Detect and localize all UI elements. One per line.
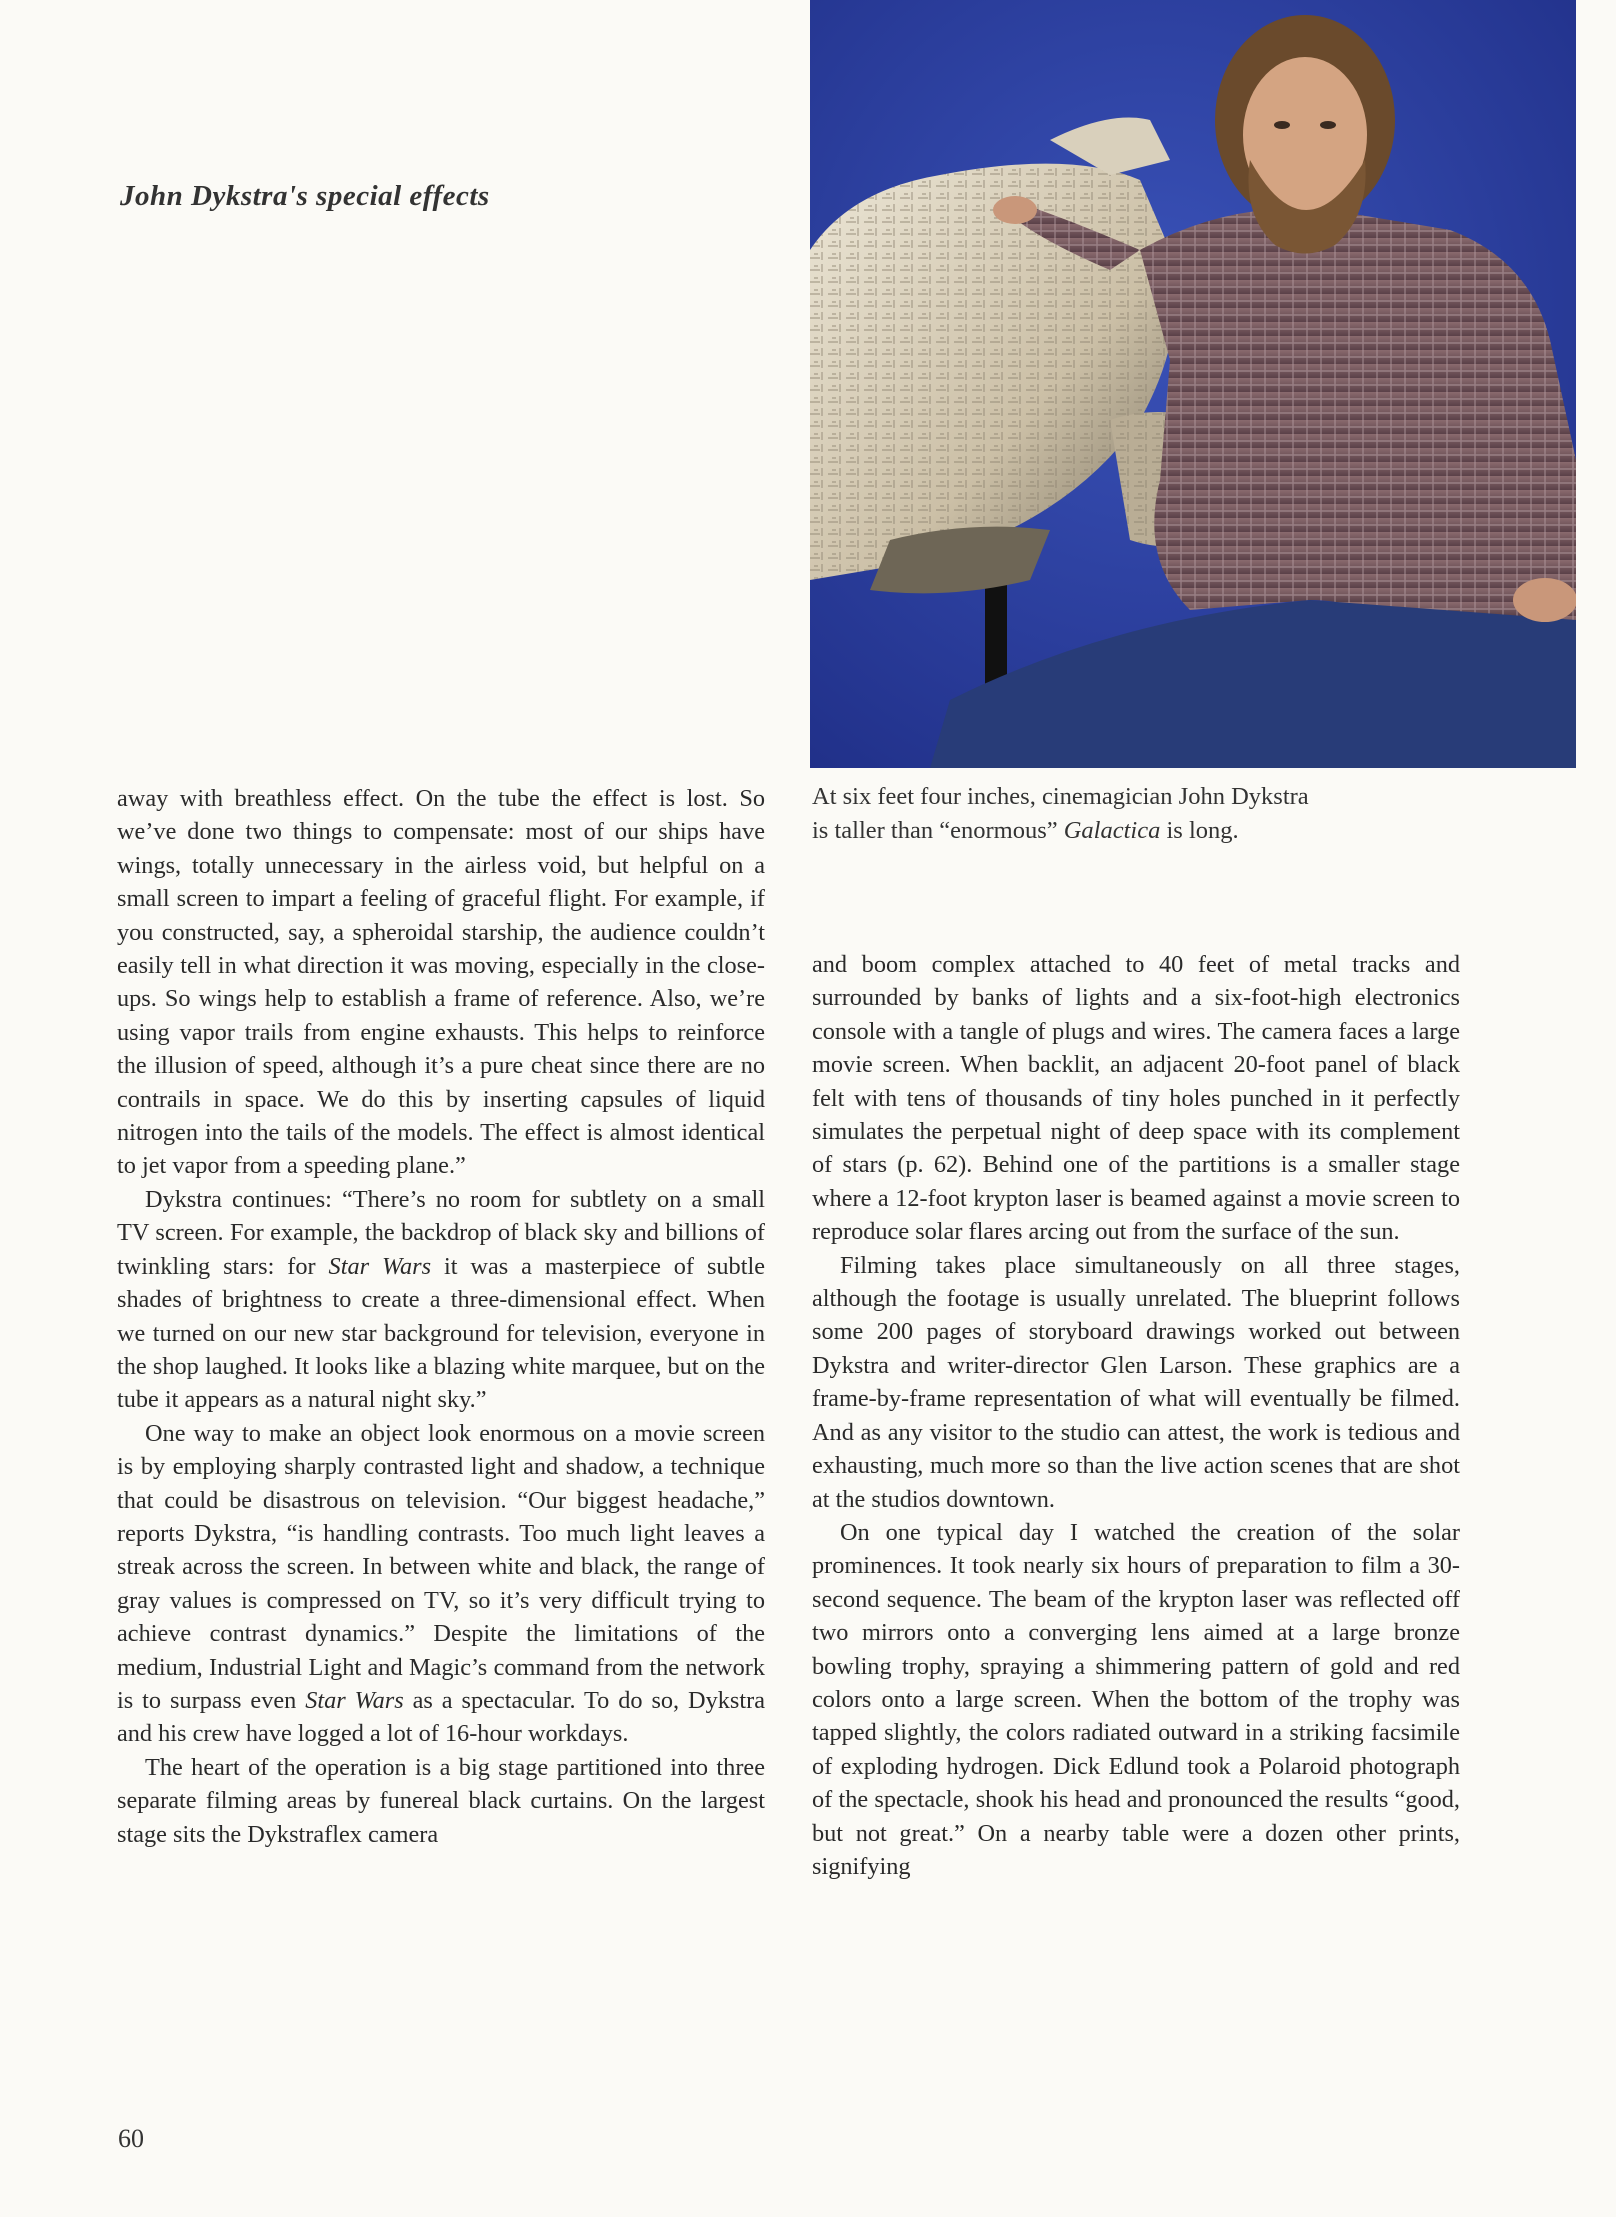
caption-line-2-text: is taller than “enormous” [812, 817, 1064, 844]
photo-image [810, 0, 1576, 768]
section-title: John Dykstra's special effects [120, 180, 490, 212]
left-p2-title: Star Wars [328, 1252, 432, 1280]
left-p2-text-b: it was a masterpiece of subtle shades of brightness to create a three-dimensional effect. When we turned on our new star background for television, everyone in the shop laughed. It looks like a blazing white marquee, but on the tube it appears as a natural night sky.” [117, 1252, 765, 1414]
left-p3-text-a: One way to make an object look enormous on a movie screen is by employing sharply contrasted light and shadow, a technique that could be disastrous on television. “Our biggest headache,” reports Dykstra, “is handling contrasts. Too much light leaves a streak across the screen. In between white and black, the range of gray values is compressed on TV, so it’s very difficult trying to achieve contrast dynamics.” Despite the limitations of the medium, Industrial Light and Magic’s command from the network is to surpass even [117, 1419, 765, 1714]
caption-emphasis: Galactica [1063, 817, 1161, 844]
right-column [812, 948, 1460, 1883]
left-p2-text-a: Dykstra continues: “There’s no room for subtlety on a small TV screen. For example, the backdrop of black sky and billions of twinkling stars: for [117, 1185, 765, 1280]
caption-line-1: At six feet four inches, cinemagician John Dykstra [812, 783, 1309, 810]
left-p3-text-b: as a spectacular. To do so, Dykstra and his crew have logged a lot of 16-hour workdays. [117, 1686, 765, 1748]
portrait-photo [810, 0, 1576, 768]
left-p3-title: Star Wars [305, 1686, 404, 1714]
right-paragraph-3: On one typical day I watched the creation of the solar prominences. It took nearly six hours of preparation to film a 30-second sequence. The beam of the krypton laser was reflected off two mirrors onto a converging lens aimed at a large bronze bowling trophy, spraying a shimmering pattern of gold and red colors onto a large screen. When the bottom of the trophy was tapped slightly, the colors radiated outward in a striking facsimile of exploding hydrogen. Dick Edlund took a Polaroid photograph of the spectacle, shook his head and pronounced the results “good, but not great.” On a nearby table were a dozen other prints, signifying [812, 1518, 1460, 1880]
caption-line-2-end: is long. [1160, 817, 1239, 844]
right-paragraph-1: and boom complex attached to 40 feet of metal tracks and surrounded by banks of lights and a six-foot-high electronics console with a tangle of plugs and wires. The camera faces a large movie screen. When backlit, an adjacent 20-foot panel of black felt with tens of thousands of tiny holes punched in it perfectly simulates the perpetual night of deep space with its complement of stars (p. 62). Behind one of the partitions is a smaller stage where a 12-foot krypton laser is beamed against a movie screen to reproduce solar flares arcing out from the surface of the sun. [812, 951, 1460, 1246]
photo-caption [812, 780, 1452, 848]
page-number: 60 [118, 2124, 144, 2153]
right-paragraph-2: Filming takes place simultaneously on all three stages, although the footage is usually unrelated. The blueprint follows some 200 pages of storyboard drawings worked out between Dykstra and writer-director Glen Larson. These graphics are a frame-by-frame representation of what will eventually be filmed. And as any visitor to the studio can attest, the work is tedious and exhausting, much more so than the live action scenes that are shot at the studios downtown. [812, 1251, 1460, 1513]
left-paragraph-2 [117, 1183, 765, 1417]
left-column [117, 782, 765, 1851]
left-paragraph-1: away with breathless effect. On the tube the effect is lost. So we’ve done two things to compensate: most of our ships have wings, totally unnecessary in the airless void, but helpful on a small screen to impart a feeling of graceful flight. For example, if you constructed, say, a spheroidal starship, the audience couldn’t easily tell in what direction it was moving, especially in the close-ups. So wings help to establish a frame of reference. Also, we’re using vapor trails from engine exhausts. This helps to reinforce the illusion of speed, although it’s a pure cheat since there are no contrails in space. We do this by inserting capsules of liquid nitrogen into the tails of the models. The effect is almost identical to jet vapor from a speeding plane.” [117, 785, 765, 1180]
left-paragraph-4: The heart of the operation is a big stage partitioned into three separate filming areas by funereal black curtains. On the largest stage sits the Dykstraflex camera [117, 1753, 765, 1848]
left-paragraph-3 [117, 1417, 765, 1751]
